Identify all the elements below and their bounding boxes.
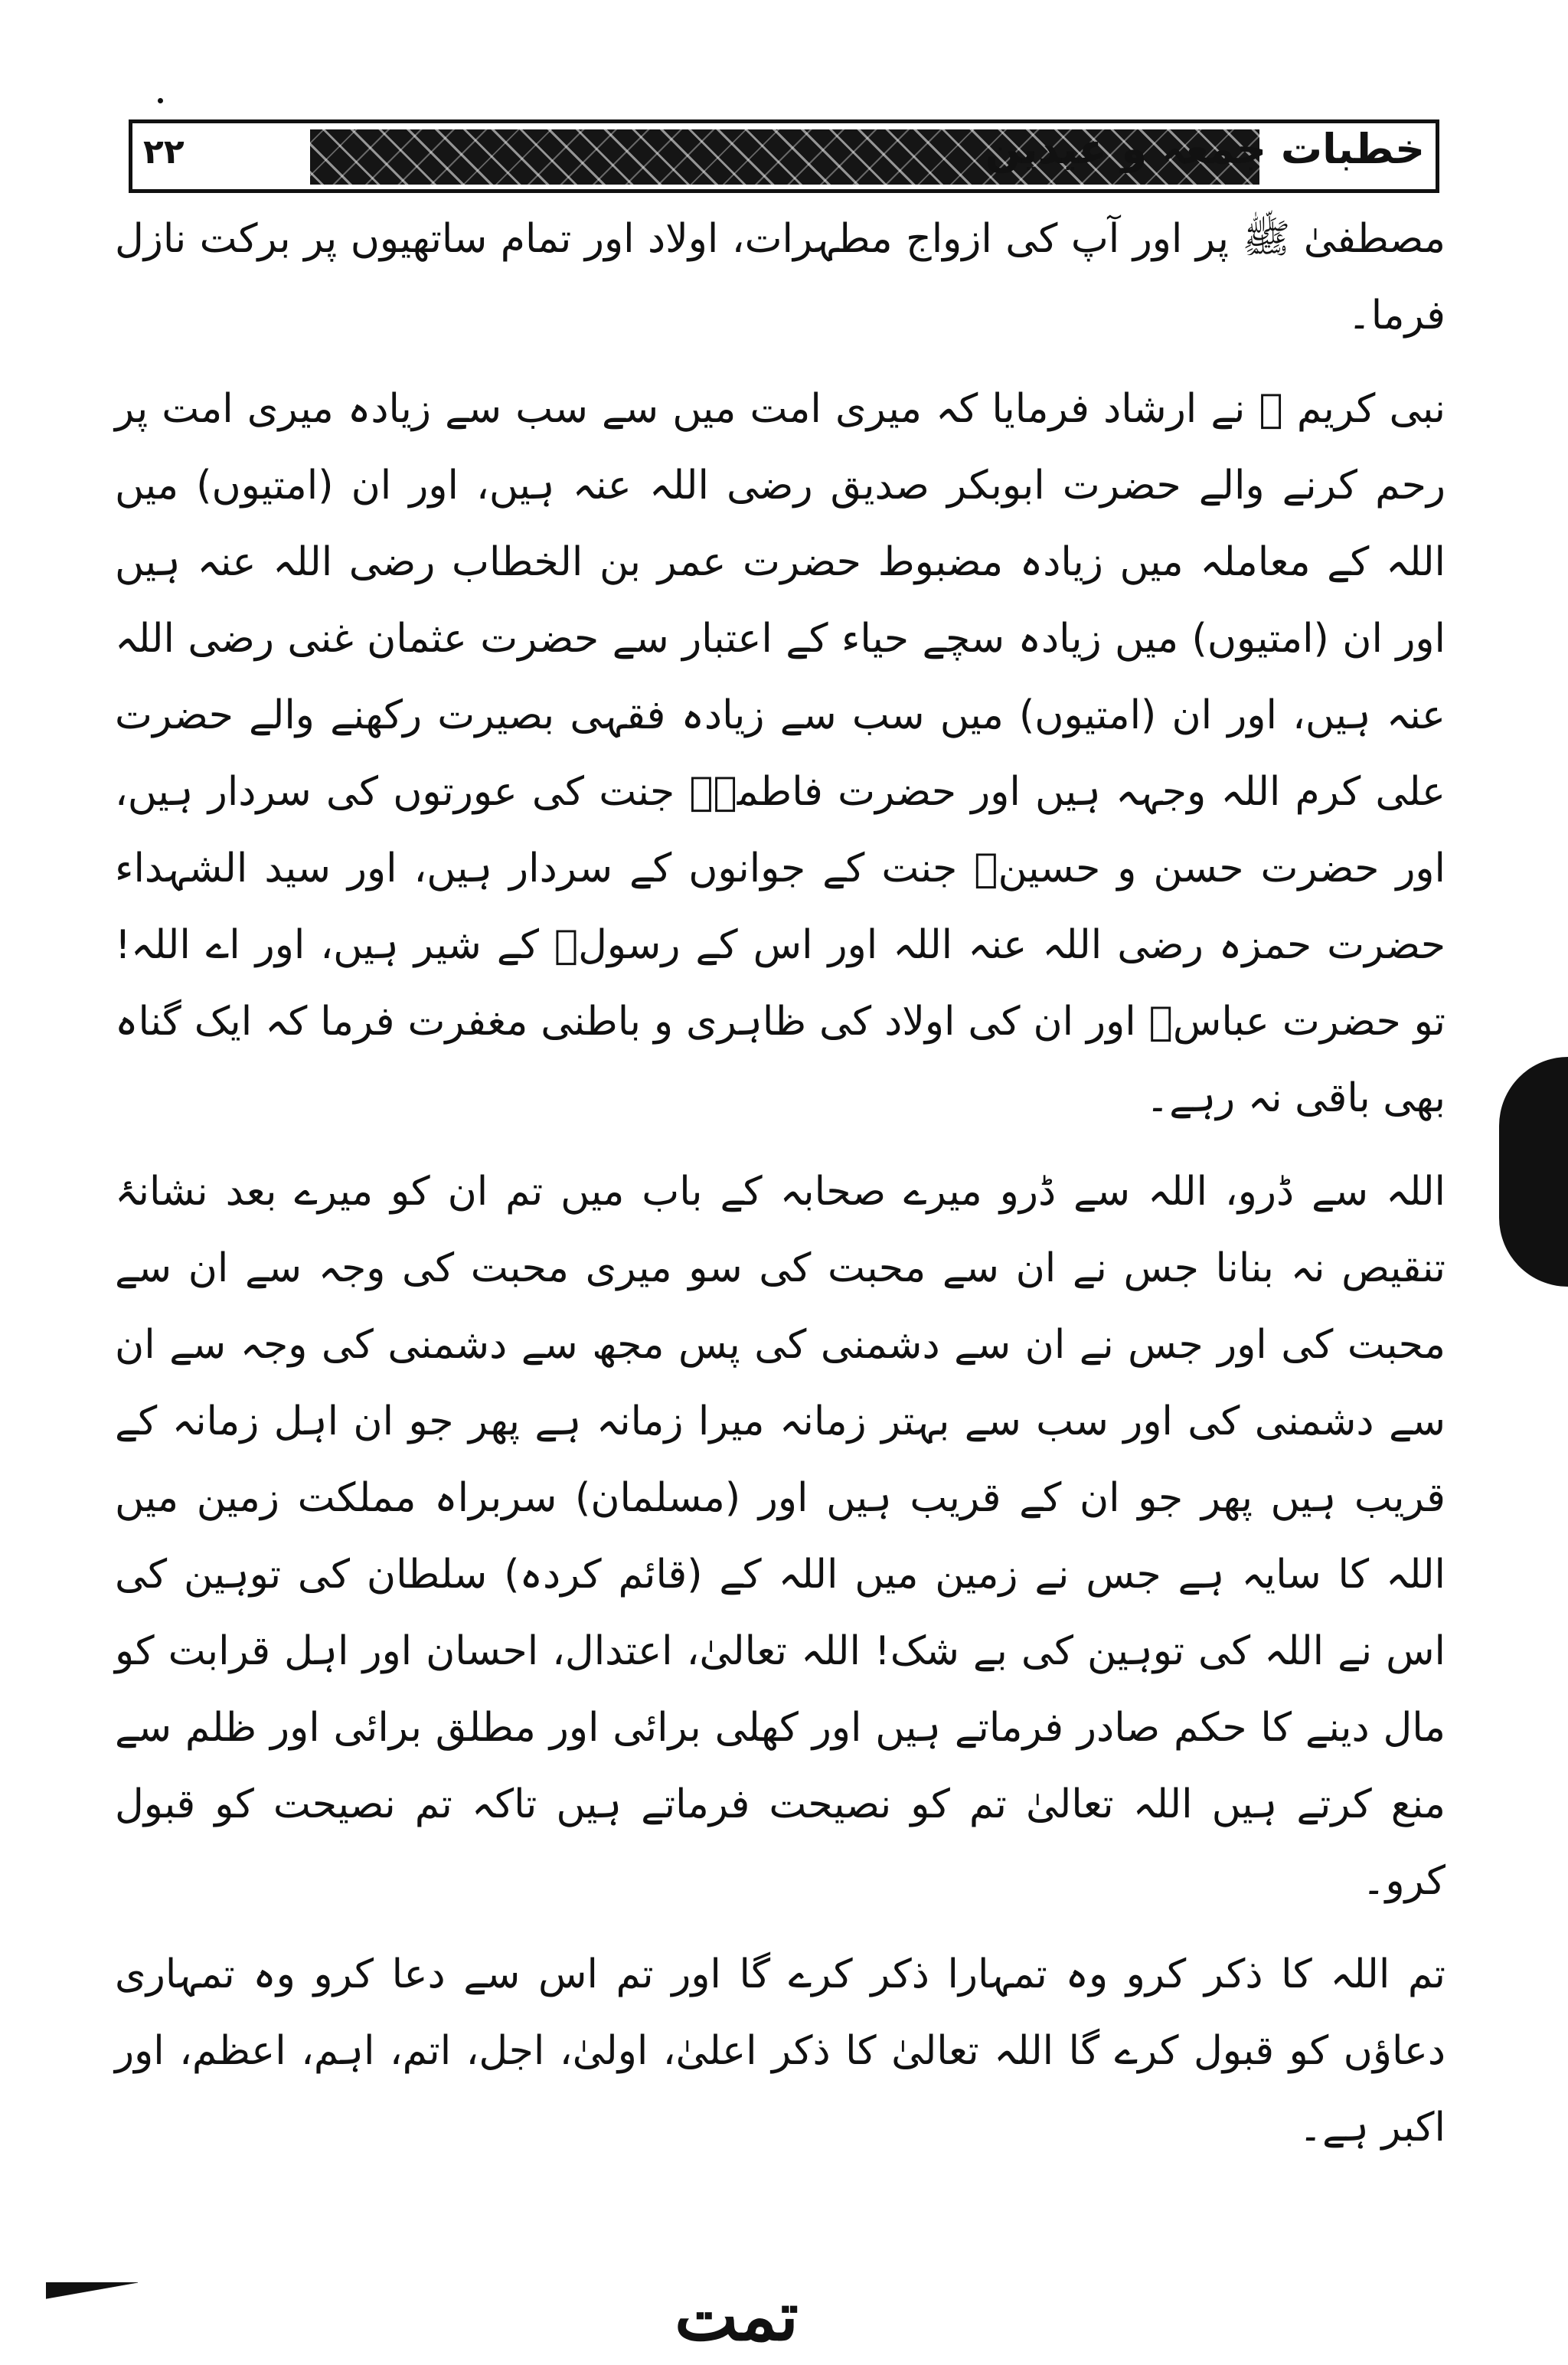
page-body: [115, 201, 1446, 2183]
paragraph-3: اللہ سے ڈرو، اللہ سے ڈرو میرے صحابہ کے باب میں تم ان کو میرے بعد نشانۂ تنقیص نہ بنانا جس نے ان سے محبت کی سو میری محبت کی وجہ سے ان سے محبت کی اور جس نے ان سے دشمنی کی پس مجھ سے دشمنی کی وجہ سے ان سے دشمنی کی اور سب سے بہتر زمانہ میرا زمانہ ہے پھر جو ان اہل زمانہ کے قریب ہیں پھر جو ان کے قریب ہیں اور (مسلمان) سربراہ مملکت زمین میں اللہ کا سایہ ہے جس نے زمین میں اللہ کے (قائم کردہ) سلطان کی توہین کی اس نے اللہ کی توہین کی بے شک! اللہ تعالیٰ، اعتدال، احسان اور اہل قرابت کو مال دینے کا حکم صادر فرماتے ہیں اور کھلی برائی اور مطلق برائی اور ظلم سے منع کرتے ہیں اللہ تعالیٰ تم کو نصیحت فرماتے ہیں تاکہ تم نصیحت کو قبول کرو۔: [115, 1169, 1446, 1904]
corner-smudge: [46, 2282, 138, 2313]
paragraph-2: نبی کریم ﷺ نے ارشاد فرمایا کہ میری امت میں سے سب سے زیادہ میری امت پر رحم کرنے والے حضرت ابوبکر صدیق رضی اللہ عنہ ہیں، اور ان (امتیوں) میں اللہ کے معاملہ میں زیادہ مضبوط حضرت عمر بن الخطاب رضی اللہ عنہ ہیں اور ان (امتیوں) میں زیادہ سچے حیاء کے اعتبار سے حضرت عثمان غنی رضی اللہ عنہ ہیں، اور ان (امتیوں) میں سب سے زیادہ فقہی بصیرت رکھنے والے حضرت علی کرم اللہ وجہہ ہیں اور حضرت فاطمہؓ جنت کی عورتوں کی سردار ہیں، اور حضرت حسن و حسینؓ جنت کے جوانوں کے سردار ہیں، اور سید الشہداء حضرت حمزہ رضی اللہ عنہ اللہ اور اس کے رسولؐ کے شیر ہیں، اور اے اللہ! تو حضرت عباسؓ اور ان کی اولاد کی ظاہری و باطنی مغفرت فرما کہ ایک گناہ بھی باقی نہ رہے۔: [115, 386, 1446, 1121]
page-number: ۲۲: [143, 132, 185, 172]
end-mark: تمت: [675, 2276, 799, 2356]
book-title: خطبات جمعہ و عیدین: [985, 125, 1425, 173]
paragraph-1: مصطفیٰ ﷺ پر اور آپ کی ازواج مطہرات، اولاد اور تمام ساتھیوں پر برکت نازل فرما۔: [115, 216, 1446, 339]
page-header: [129, 119, 1439, 193]
speck-mark: [158, 98, 163, 103]
binding-shadow: [1499, 1057, 1568, 1287]
paragraph-4: تم اللہ کا ذکر کرو وہ تمہارا ذکر کرے گا اور تم اس سے دعا کرو وہ تمہاری دعاؤں کو قبول کرے گا اللہ تعالیٰ کا ذکر اعلیٰ، اولیٰ، اجل، اتم، اہم، اعظم، اور اکبر ہے۔: [115, 1951, 1446, 2151]
